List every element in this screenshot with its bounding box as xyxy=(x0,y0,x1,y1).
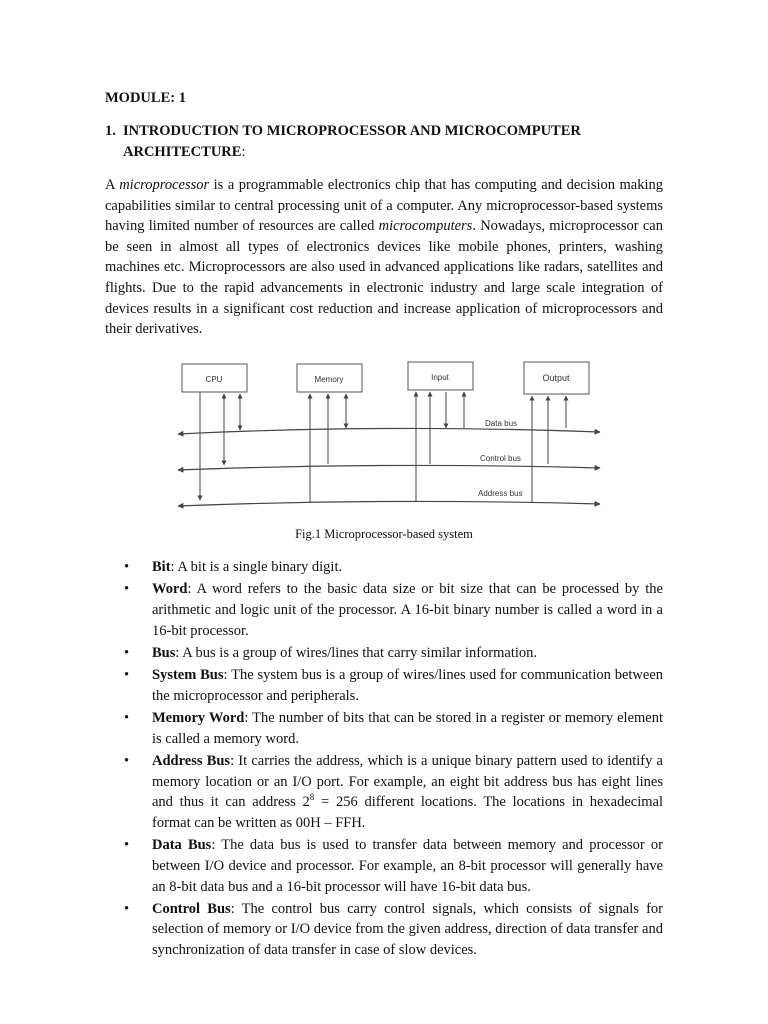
address-bus-label: Address bus xyxy=(478,489,523,498)
bullet-icon: • xyxy=(124,752,130,769)
bullet-icon: • xyxy=(124,709,130,726)
control-bus-line xyxy=(178,465,600,470)
data-bus-line xyxy=(178,428,600,434)
definition-term: Data Bus xyxy=(152,837,212,854)
definition-term: Address Bus xyxy=(152,752,231,769)
heading-number: 1. xyxy=(105,123,116,139)
heading-line-1: INTRODUCTION TO MICROPROCESSOR AND MICROCOMPUTER xyxy=(123,123,581,139)
section-heading xyxy=(105,121,665,163)
definition-text: : The number of bits that can be stored in a register or memory element is called a memory word. xyxy=(152,709,664,747)
heading-suffix: : xyxy=(241,144,246,160)
intro-text-1: A xyxy=(105,177,120,193)
bullet-icon: • xyxy=(124,559,130,575)
microprocessor-system-diagram xyxy=(160,352,610,522)
definition-text: : It carries the address, which is a unique binary pattern used to identify a memory location or an I/O port. For example, an eight bit address bus has eight lines and thus it can address 2 xyxy=(152,752,663,811)
definition-term: Memory Word xyxy=(152,709,245,726)
definition-text: : The control bus carry control signals, which consists of signals for selection of memory or I/O device from the given address, direction of data transfer and synchronization of data transfer in case of slow devices. xyxy=(152,900,663,959)
intro-text-3: . Nowadays, microprocessor can be seen in almost all types of electronics devices like mobile phones, printers, washing machines etc. Microprocessors are also used in advanced applications like radars, satellites and flights. Due to the rapid advancements in electronic industry and large scale integration of devices results in a significant cost reduction and increase application of microprocessors and their derivatives. xyxy=(105,218,663,338)
output-label: Output xyxy=(542,373,570,383)
intro-paragraph xyxy=(105,175,663,340)
bullet-icon: • xyxy=(124,581,130,598)
address-bus-line xyxy=(178,501,600,506)
control-bus-label: Control bus xyxy=(480,454,521,463)
intro-text-2: is a programmable electronics chip that has computing and decision making capabilities similar to central processing unit of a computer. Any microprocessor-based systems having limited number of resources are called xyxy=(105,177,664,235)
definition-term: Word xyxy=(152,581,188,598)
cpu-label: CPU xyxy=(205,375,223,384)
definition-text: : The data bus is used to transfer data between memory and processor or between I/O device and processor. For example, an 8-bit processor will generally have an 8-bit data bus and a 16-bit processor will have 16-bit data bus. xyxy=(152,837,663,895)
list-item xyxy=(105,557,663,578)
definition-text: : A word refers to the basic data size or bit size that can be processed by the arithmetic and logic unit of the processor. A 16-bit binary number is called a word in a 16-bit processor. xyxy=(152,581,663,639)
list-item xyxy=(105,899,663,961)
bullet-icon: • xyxy=(124,667,130,684)
definition-term: Bus xyxy=(152,644,176,661)
intro-term-microprocessor: microprocessor xyxy=(119,177,210,193)
definition-text: : A bit is a single binary digit. xyxy=(170,559,343,575)
list-item xyxy=(105,835,663,897)
list-item xyxy=(105,751,663,834)
definition-term: Bit xyxy=(152,559,171,575)
definition-text: : A bus is a group of wires/lines that carry similar information. xyxy=(175,644,538,661)
definition-term: Control Bus xyxy=(152,900,231,917)
bullet-icon: • xyxy=(124,837,130,854)
heading-line-2: ARCHITECTURE xyxy=(123,144,242,160)
definition-term: System Bus xyxy=(152,667,224,684)
exponent: 8 xyxy=(309,792,315,803)
list-item xyxy=(105,665,663,706)
input-label: Input xyxy=(431,373,449,382)
figure-caption: Fig.1 Microprocessor-based system xyxy=(295,527,473,541)
definition-text-continued: = 256 different locations. The locations in hexadecimal format can be written as 00H – FFH. xyxy=(152,794,664,831)
definition-text: : The system bus is a group of wires/lines used for communication between the microprocessor and peripherals. xyxy=(152,667,663,704)
intro-term-microcomputers: microcomputers xyxy=(378,218,473,235)
list-item xyxy=(105,708,663,749)
bullet-icon: • xyxy=(124,900,130,917)
bullet-icon: • xyxy=(124,644,130,661)
module-label: MODULE: 1 xyxy=(105,90,186,106)
definitions-list xyxy=(105,557,663,962)
data-bus-label: Data bus xyxy=(485,419,518,428)
list-item xyxy=(105,643,663,664)
list-item xyxy=(105,579,663,641)
memory-label: Memory xyxy=(314,375,344,384)
